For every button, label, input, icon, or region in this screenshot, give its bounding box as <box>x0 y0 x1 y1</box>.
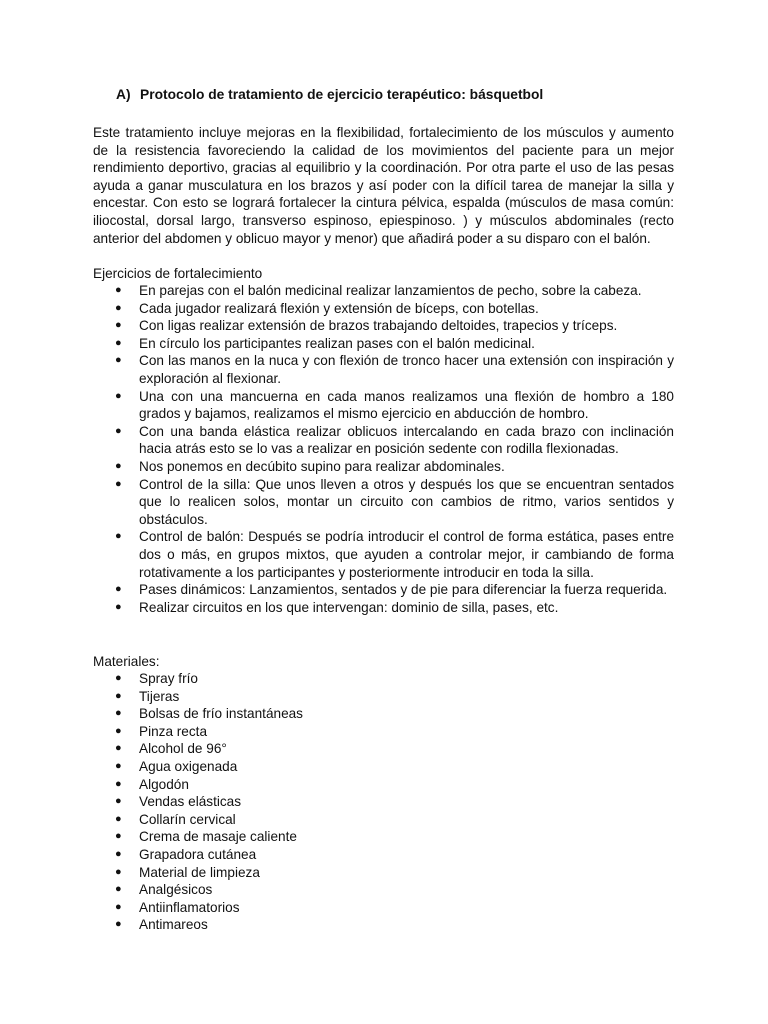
bullet-icon: ● <box>115 672 122 684</box>
material-item-text: Material de limpieza <box>139 864 260 880</box>
section-title: Protocolo de tratamiento de ejercicio terapéutico: básquetbol <box>140 87 544 102</box>
material-item-text: Crema de masaje caliente <box>139 829 297 845</box>
material-item <box>0 688 674 706</box>
section-letter: A) <box>116 87 131 102</box>
bullet-icon: ● <box>115 830 122 843</box>
exercise-item-text: Realizar circuitos en los que intervengan: dominio de silla, pases, etc. <box>139 599 559 615</box>
bullet-icon: ● <box>115 424 122 437</box>
materials-heading: Materiales: <box>93 654 160 669</box>
bullet-icon: ● <box>115 847 122 860</box>
exercise-item-text: Con una banda elástica realizar oblicuos intercalando en cada brazo con inclinación hacia atrás esto se lo vas a realizar en posición sedente con rodilla flexionadas. <box>139 423 674 457</box>
exercise-item <box>0 388 674 423</box>
bullet-icon: ● <box>115 742 122 755</box>
material-item-text: Analgésicos <box>139 882 213 898</box>
material-item <box>0 846 674 864</box>
material-item-text: Algodón <box>139 776 189 792</box>
bullet-icon: ● <box>115 918 122 931</box>
material-item <box>0 899 674 917</box>
exercise-item <box>0 335 674 353</box>
material-item-text: Vendas elásticas <box>139 794 242 810</box>
material-item-text: Agua oxigenada <box>139 758 238 774</box>
material-item <box>0 670 674 688</box>
exercises-heading: Ejercicios de fortalecimiento <box>93 266 263 281</box>
exercise-list <box>0 282 674 616</box>
exercise-item <box>0 581 674 599</box>
bullet-icon: ● <box>115 865 122 878</box>
exercise-item-text: En círculo los participantes realizan pases con el balón medicinal. <box>139 335 535 351</box>
material-item-text: Pinza recta <box>139 723 208 739</box>
bullet-icon: ● <box>115 319 122 332</box>
material-item <box>0 811 674 829</box>
exercise-item-text: En parejas con el balón medicinal realizar lanzamientos de pecho, sobre la cabeza. <box>139 283 642 298</box>
bullet-icon: ● <box>115 354 122 367</box>
material-item <box>0 758 674 776</box>
bullet-icon: ● <box>115 759 122 772</box>
exercise-item-text: Con las manos en la nuca y con flexión de tronco hacer una extensión con inspiración y exploración al flexionar. <box>139 353 674 386</box>
material-item <box>0 776 674 794</box>
bullet-icon: ● <box>115 477 122 490</box>
material-item-text: Alcohol de 96° <box>139 741 227 757</box>
exercise-item <box>0 458 674 476</box>
material-item-text: Tijeras <box>139 688 180 704</box>
material-item-text: Grapadora cutánea <box>139 846 257 862</box>
exercise-item-text: Cada jugador realizará flexión y extensión de bíceps, con botellas. <box>139 300 539 316</box>
exercise-item-text: Pases dinámicos: Lanzamientos, sentados y de pie para diferenciar la fuerza requerida. <box>139 582 668 598</box>
exercise-item <box>0 599 674 617</box>
exercise-item <box>0 476 674 529</box>
material-item-text: Antiinflamatorios <box>139 899 240 915</box>
material-item-text: Spray frío <box>139 671 198 686</box>
bullet-icon: ● <box>115 689 122 702</box>
bullet-icon: ● <box>115 389 122 402</box>
bullet-icon: ● <box>115 707 122 720</box>
material-item <box>0 723 674 741</box>
bullet-icon: ● <box>115 301 122 314</box>
bullet-icon: ● <box>115 530 122 543</box>
material-item-text: Collarín cervical <box>139 811 236 827</box>
section-heading <box>116 86 543 104</box>
material-item <box>0 740 674 758</box>
materials-list <box>0 670 674 934</box>
bullet-icon: ● <box>115 459 122 472</box>
exercise-item-text: Control de balón: Después se podría introducir el control de forma estática, pases entre dos o más, en grupos mixtos, que ayuden a controlar mejor, ir cambiando de forma rotativamente a los participantes y posteriormente introducir en toda la silla. <box>139 529 674 580</box>
exercise-item-text: Control de la silla: Que unos lleven a otros y después los que se encuentran sentados que lo realicen solos, montar un circuito con cambios de ritmo, varios sentidos y obstáculos. <box>139 476 674 527</box>
exercise-item <box>0 423 674 458</box>
material-item-text: Bolsas de frío instantáneas <box>139 706 303 722</box>
bullet-icon: ● <box>115 900 122 913</box>
exercise-item <box>0 300 674 318</box>
material-item <box>0 881 674 899</box>
bullet-icon: ● <box>115 777 122 790</box>
material-item-text: Antimareos <box>139 917 208 933</box>
intro-paragraph: Este tratamiento incluye mejoras en la flexibilidad, fortalecimiento de los músculos y aumento de la resistencia favoreciendo la calidad de los movimientos del paciente para un mejor rendimiento deportivo, gracias al equilibrio y la coordinación. Por otra parte el uso de las pesas ayuda a ganar musculatura en los brazos y así poder con la difícil tarea de manejar la silla y encestar. Con esto se logrará fortalecer la cintura pélvica, espalda (músculos de masa común: iliocostal, dorsal largo, transverso espinoso, epiespinoso. ) y músculos abdominales (recto anterior del abdomen y oblicuo mayor y menor) que añadirá poder a su disparo con el balón. <box>93 125 674 246</box>
bullet-icon: ● <box>115 812 122 825</box>
bullet-icon: ● <box>115 883 122 896</box>
bullet-icon: ● <box>115 336 122 349</box>
bullet-icon: ● <box>115 600 122 613</box>
bullet-icon: ● <box>115 724 122 737</box>
bullet-icon: ● <box>115 795 122 808</box>
bullet-icon: ● <box>115 284 122 296</box>
exercise-item <box>0 352 674 387</box>
bullet-icon: ● <box>115 583 122 596</box>
exercise-item <box>0 317 674 335</box>
exercise-item-text: Una con una mancuerna en cada manos realizamos una flexión de hombro a 180 grados y bajamos, realizamos el mismo ejercicio en abducción de hombro. <box>139 388 674 422</box>
material-item <box>0 793 674 811</box>
exercise-item <box>0 282 674 300</box>
material-item <box>0 828 674 846</box>
material-item <box>0 916 674 934</box>
material-item <box>0 705 674 723</box>
material-item <box>0 864 674 882</box>
exercise-item <box>0 528 674 581</box>
exercise-item-text: Nos ponemos en decúbito supino para realizar abdominales. <box>139 458 505 474</box>
exercise-item-text: Con ligas realizar extensión de brazos trabajando deltoides, trapecios y tríceps. <box>139 318 618 334</box>
